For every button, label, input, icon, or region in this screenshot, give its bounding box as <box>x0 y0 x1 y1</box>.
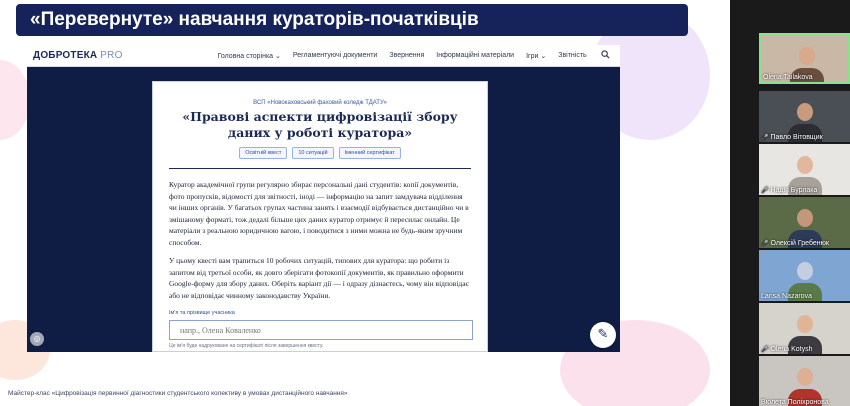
description-paragraph: У цьому квесті вам трапиться 10 робочих ситуацій, типових для куратора: що робити із запитом від третьої особи, як довго зберігати фотокопії документів, як правильно оформити Google-форму для збору даних. Оберіть варіант дії — і одразу дізнаєтесь, чому він відповідає або не відповідає чинному законодавству України. <box>169 256 469 300</box>
participant-tile[interactable] <box>759 33 850 84</box>
quest-title: «Правові аспекти цифровізації збору даних у роботі куратора» <box>182 109 458 140</box>
chevron-down-icon: ⌄ <box>273 52 281 60</box>
participant-tile[interactable] <box>759 356 850 406</box>
participant-face <box>797 103 813 121</box>
slide-footer: Майстер-клас «Цифровізація первинної діагностики студентського колективу в умовах дистанційного навчання» <box>8 390 348 397</box>
participant-name-text: Olena Tailakova <box>763 74 813 81</box>
site-navbar <box>27 45 620 67</box>
participant-name <box>763 74 813 81</box>
quest-tags <box>153 147 487 159</box>
circle-icon: ◎ <box>33 334 41 343</box>
participant-name-note: Це ім'я буде надруковане на сертифікаті після завершення квесту. <box>169 343 324 349</box>
quest-card <box>152 81 488 352</box>
nav-item-label: Інформаційні матеріали <box>436 51 515 59</box>
decor-blob <box>0 60 30 140</box>
participant-tile[interactable] <box>759 144 850 195</box>
site-nav <box>218 52 599 60</box>
nav-item-label: Ігри <box>526 52 539 60</box>
participant-name <box>761 187 817 194</box>
nav-item[interactable] <box>218 52 281 60</box>
chevron-down-icon: ⌄ <box>538 52 547 60</box>
muted-mic-icon: 🎤 <box>761 135 769 141</box>
slide-title: «Перевернуте» навчання кураторів-початківців <box>16 4 688 36</box>
participant-face <box>797 209 813 227</box>
participant-face <box>797 368 813 386</box>
participant-name-input[interactable] <box>169 320 473 340</box>
nav-item-label: Звернення <box>389 51 425 59</box>
participant-face <box>797 315 813 333</box>
participant-name <box>761 346 813 353</box>
muted-mic-icon: 🎤 <box>761 347 769 353</box>
participant-name <box>761 240 829 247</box>
participant-face <box>797 262 813 280</box>
participant-name-text: Larisa Nazarova <box>761 293 812 300</box>
accessibility-button[interactable] <box>30 332 44 346</box>
nav-item[interactable] <box>293 52 377 60</box>
participant-tile[interactable] <box>759 91 850 142</box>
intro-paragraph: Куратор академічної групи регулярно збирає персональні дані студентів: копії документів, фото пропусків, відомості для звітності, іноді — інформацію на запит замдувача відділення чи інших органів. У багатьох групах частина занять і взаємодії відбувається дистанційно чи в змішаному форматі, тож дедалі більше цих даних куратор отримує й пересилає онлайн. Це матеріали з реальною юридичною вагою, і поводитися з ними можна не будь-яким зручним способом. <box>169 180 469 247</box>
participant-name-text: Надія Бурлака <box>770 187 818 194</box>
browser-screenshot <box>27 45 620 352</box>
nav-item[interactable] <box>389 52 424 60</box>
participant-tile[interactable] <box>759 303 850 354</box>
nav-item-label: Звітність <box>558 51 587 59</box>
edit-button[interactable] <box>590 322 616 348</box>
participant-name-text: Олексій Гребенюк <box>770 240 829 247</box>
quest-tag: 10 ситуацій <box>292 147 333 159</box>
quest-tag: Освітній квест <box>239 147 287 159</box>
nav-item[interactable] <box>436 52 514 60</box>
participant-name <box>761 293 812 300</box>
participants-panel <box>730 0 850 406</box>
nav-item-label: Головна сторінка <box>217 52 274 60</box>
logo-suffix: PRO <box>100 50 123 61</box>
nav-item[interactable] <box>526 52 546 60</box>
participant-face <box>799 47 815 65</box>
search-icon[interactable] <box>601 50 610 61</box>
participant-name <box>761 134 823 141</box>
quest-tag: Іменний сертифікат <box>339 147 401 159</box>
nav-item[interactable] <box>558 52 586 60</box>
participant-tile[interactable] <box>759 250 850 301</box>
participant-name <box>761 399 829 406</box>
participant-tile[interactable] <box>759 197 850 248</box>
muted-mic-icon: 🎤 <box>761 241 769 247</box>
participant-name-text: Павло Вітовщик <box>770 134 823 141</box>
muted-mic-icon: 🎤 <box>761 188 769 194</box>
nav-item-label: Регламентуючі документи <box>292 51 378 59</box>
participant-name-label: Ім'я та прізвище учасника <box>169 310 235 316</box>
participant-name-text: Olena Kotysh <box>770 346 813 353</box>
participant-name-text: Віолета Поліхронова <box>761 399 829 406</box>
college-name: ВСП «Новокаховський фаховий коледж ТДАТУ» <box>253 100 387 106</box>
site-logo[interactable] <box>33 50 123 61</box>
pencil-icon: ✎ <box>597 327 609 342</box>
participant-face <box>797 156 813 174</box>
divider <box>169 168 471 169</box>
logo-main: ДОБРОТЕКА <box>33 50 98 61</box>
